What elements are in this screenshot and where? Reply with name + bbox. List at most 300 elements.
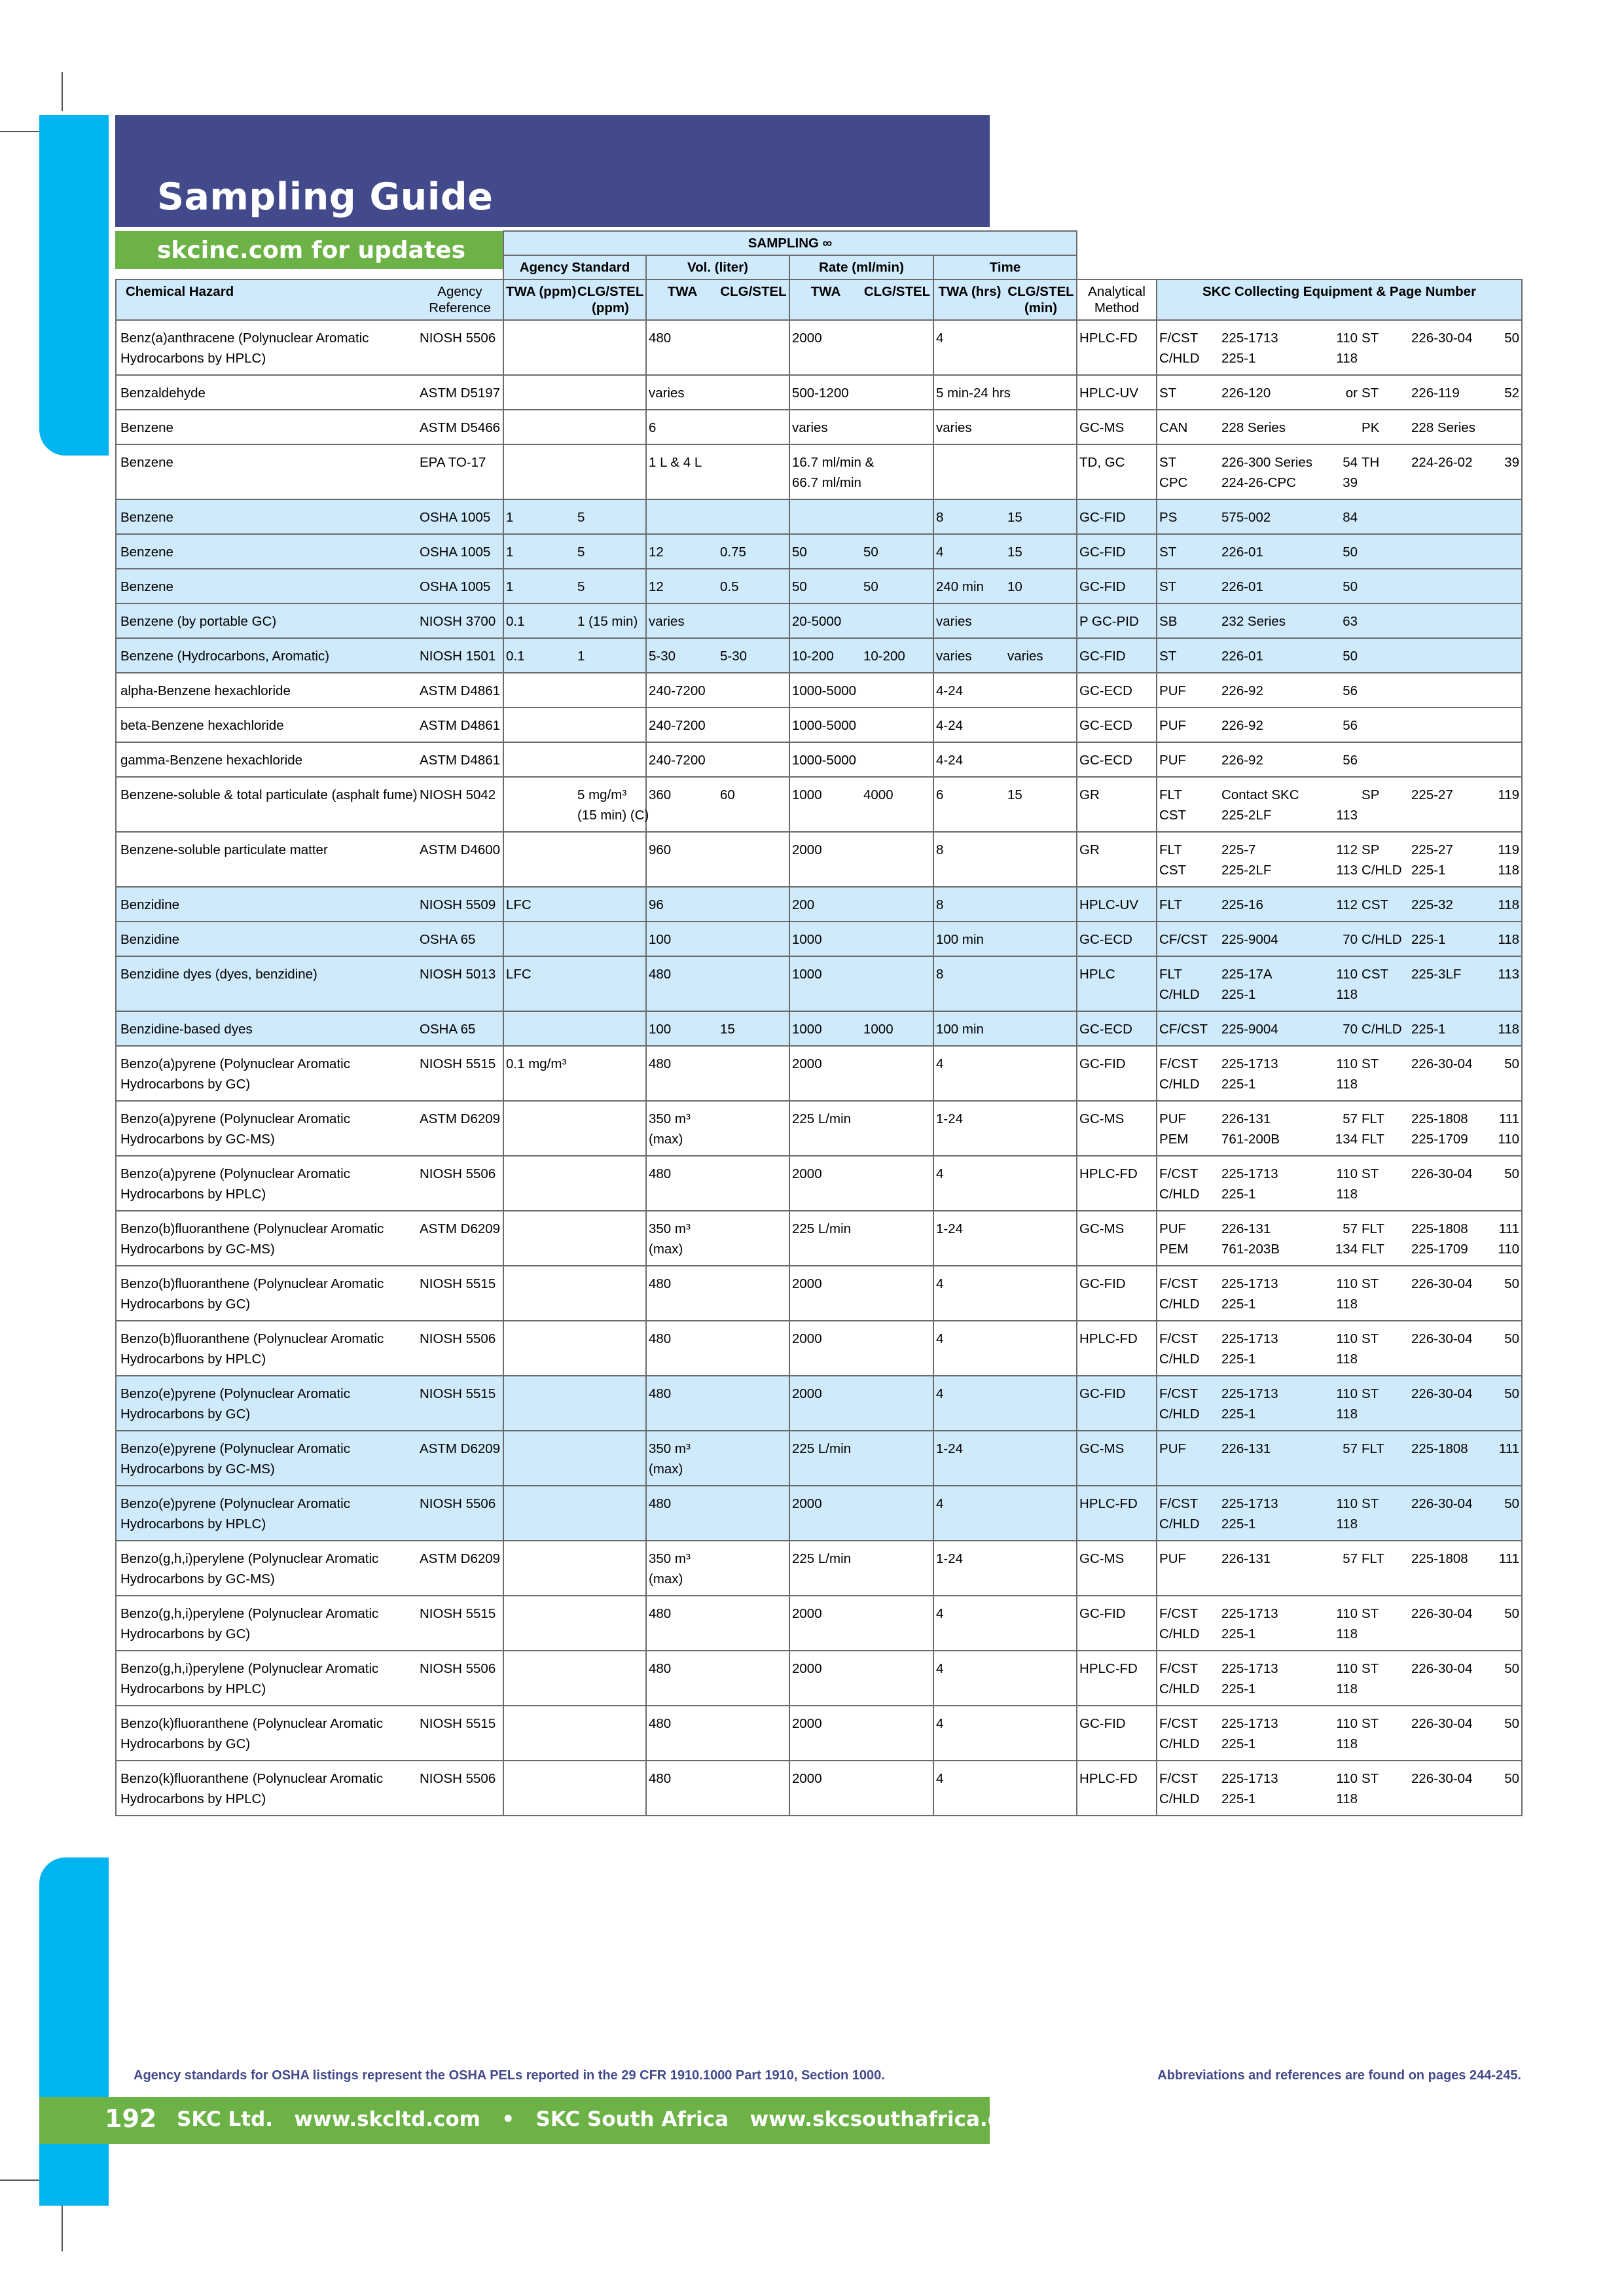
equip-code: CAN xyxy=(1159,420,1188,435)
analytical-method-cell: GC-ECD xyxy=(1077,708,1157,742)
equip-code-2 xyxy=(1362,1074,1407,1094)
time-twa-line: 240 min xyxy=(936,579,984,594)
twa-ppm-header: TWA (ppm) xyxy=(503,279,575,320)
agency-reference-cell: ASTM D4861 xyxy=(420,718,501,733)
equip-page-2: 119 xyxy=(1498,842,1520,857)
vol-twa-cell xyxy=(646,320,718,375)
footer-contact: SKC Ltd. www.skcltd.com • SKC South Africa www.skcsouthafrica.co.za xyxy=(177,2108,1047,2131)
time-clg-stel-cell xyxy=(1005,1541,1077,1596)
hazard-line: Benzene xyxy=(120,510,173,525)
equip-code-cell xyxy=(1157,499,1219,534)
analytical-method-cell: GC-FID xyxy=(1077,1706,1157,1761)
equip-part-2-cell xyxy=(1409,708,1480,742)
equip-part: 226-92 xyxy=(1221,753,1263,768)
equip-code: SB xyxy=(1159,614,1178,629)
rate-clg-stel-line: 50 xyxy=(863,579,878,594)
rate-clg-stel-cell xyxy=(861,444,933,499)
equipment-header: SKC Collecting Equipment & Page Number xyxy=(1157,279,1522,320)
rate-twa-cell xyxy=(789,638,861,673)
equip-page-cell xyxy=(1327,1486,1360,1541)
time-twa-line: 4 xyxy=(936,1386,944,1401)
rate-twa-line: 1000-5000 xyxy=(792,718,857,733)
equip-part-2-cell xyxy=(1409,1321,1480,1376)
vol-twa-cell xyxy=(646,1706,718,1761)
vol-clg-stel-cell xyxy=(718,1321,789,1376)
time-twa-line: 4-24 xyxy=(936,683,964,698)
equip-part-2-cell xyxy=(1409,1376,1480,1431)
hazard-line: Benzene xyxy=(120,420,173,435)
clg-stel-ppm-cell xyxy=(575,320,646,375)
equip-page-2: 110 xyxy=(1498,1242,1520,1257)
equip-part-2-cell xyxy=(1409,673,1480,708)
clg-stel-ppm-cell xyxy=(575,1266,646,1321)
equip-page-2 xyxy=(1482,1349,1519,1369)
clg-stel-ppm-line: 5 mg/m³ xyxy=(577,787,627,802)
vol-twa-line: (max) xyxy=(649,1132,683,1147)
rate-clg-stel-cell xyxy=(861,1046,933,1101)
rate-clg-stel-cell xyxy=(861,603,933,638)
rate-twa-cell xyxy=(789,1761,861,1816)
equip-page-2-cell xyxy=(1480,708,1522,742)
equip-code-2 xyxy=(1362,473,1407,493)
vol-twa-cell xyxy=(646,444,718,499)
rate-twa-line: 2000 xyxy=(792,1276,822,1291)
vol-clg-stel-header: CLG/STEL xyxy=(718,279,789,320)
twa-ppm-line: LFC xyxy=(506,897,532,912)
rate-twa-line: 2000 xyxy=(792,1386,822,1401)
equip-part: 225-1713 xyxy=(1221,1386,1278,1401)
twa-ppm-cell xyxy=(503,320,575,375)
twa-ppm-line: 1 xyxy=(506,510,514,525)
rate-twa-cell xyxy=(789,1211,861,1266)
equip-code-cell xyxy=(1157,742,1219,777)
vol-twa-cell xyxy=(646,742,718,777)
equip-page: 118 xyxy=(1336,1352,1358,1367)
vol-twa-line: 350 m³ xyxy=(649,1111,691,1126)
time-twa-cell xyxy=(933,1761,1005,1816)
rate-clg-stel-cell xyxy=(861,1651,933,1706)
hazard-line: Hydrocarbons by HPLC) xyxy=(120,351,266,366)
time-twa-cell xyxy=(933,534,1005,569)
clg-stel-ppm-cell xyxy=(575,499,646,534)
equip-part: 225-7 xyxy=(1221,842,1256,857)
table-row xyxy=(116,1266,1522,1321)
equip-part-2: 225-1808 xyxy=(1411,1551,1468,1566)
equip-part-2 xyxy=(1411,348,1478,368)
equip-code-cell xyxy=(1157,673,1219,708)
vol-twa-line: 12 xyxy=(649,579,664,594)
equip-page: 70 xyxy=(1343,1022,1358,1037)
equip-page: 39 xyxy=(1343,475,1358,490)
equip-code-2-cell xyxy=(1360,832,1409,887)
crop-mark xyxy=(0,2179,39,2181)
equip-code: CST xyxy=(1159,863,1187,878)
clg-stel-ppm-cell xyxy=(575,1321,646,1376)
rate-twa-cell xyxy=(789,1046,861,1101)
analytical-method-cell: HPLC-FD xyxy=(1077,1156,1157,1211)
equip-code-2-cell xyxy=(1360,1596,1409,1651)
equip-code-2 xyxy=(1362,681,1407,701)
vol-twa-cell xyxy=(646,638,718,673)
equip-page-cell xyxy=(1327,1011,1360,1046)
equip-code-2 xyxy=(1362,1679,1407,1699)
vol-twa-cell xyxy=(646,1376,718,1431)
equip-part: 225-1 xyxy=(1221,1791,1256,1806)
time-twa-cell xyxy=(933,742,1005,777)
vol-twa-line: 480 xyxy=(649,1716,672,1731)
clg-stel-ppm-cell xyxy=(575,1596,646,1651)
equip-page-2-cell xyxy=(1480,499,1522,534)
equip-page-cell xyxy=(1327,1651,1360,1706)
vol-twa-line: (max) xyxy=(649,1462,683,1477)
equip-page-2 xyxy=(1482,1184,1519,1204)
analytical-method-header: Analytical Method xyxy=(1077,279,1157,320)
update-link[interactable]: skcinc.com for updates xyxy=(157,237,466,264)
agency-reference-cell: NIOSH 5515 xyxy=(420,1276,496,1291)
equip-part-cell xyxy=(1219,887,1327,922)
equip-part: 226-131 xyxy=(1221,1441,1271,1456)
equip-code: C/HLD xyxy=(1159,1187,1200,1202)
equip-page-2: 39 xyxy=(1504,455,1520,470)
agency-reference-cell: NIOSH 5506 xyxy=(420,1496,496,1511)
equip-code: FLT xyxy=(1159,967,1182,982)
rate-twa-line: 2000 xyxy=(792,1166,822,1181)
time-clg-stel-cell xyxy=(1005,410,1077,444)
equip-page-2: 50 xyxy=(1504,1276,1520,1291)
time-clg-stel-cell xyxy=(1005,1706,1077,1761)
rate-clg-stel-cell xyxy=(861,1321,933,1376)
table-row xyxy=(116,956,1522,1011)
agency-reference-cell: ASTM D6209 xyxy=(420,1441,501,1456)
clg-stel-ppm-header: CLG/STEL (ppm) xyxy=(575,279,646,320)
equip-code: F/CST xyxy=(1159,1386,1199,1401)
hazard-cell xyxy=(116,410,417,444)
equip-code-cell xyxy=(1157,1651,1219,1706)
rate-twa-line: 1000-5000 xyxy=(792,683,857,698)
twa-ppm-cell xyxy=(503,1376,575,1431)
equip-code-cell xyxy=(1157,1156,1219,1211)
vol-twa-line: 480 xyxy=(649,1386,672,1401)
rate-twa-cell xyxy=(789,832,861,887)
table-row xyxy=(116,777,1522,832)
time-twa-cell xyxy=(933,956,1005,1011)
rate-twa-cell xyxy=(789,320,861,375)
equip-page-2 xyxy=(1482,1734,1519,1754)
equip-code-2: C/HLD xyxy=(1362,932,1402,947)
equip-part: 225-1 xyxy=(1221,1681,1256,1696)
equip-part-2 xyxy=(1411,750,1478,770)
rate-twa-cell xyxy=(789,444,875,499)
rate-clg-stel-line: 50 xyxy=(863,545,878,560)
clg-stel-ppm-cell xyxy=(575,922,646,956)
equip-part-2: 225-1 xyxy=(1411,1022,1446,1037)
rate-clg-stel-cell xyxy=(861,569,933,603)
equip-page: 50 xyxy=(1343,545,1358,560)
equip-page-cell xyxy=(1327,1321,1360,1376)
equip-code: PUF xyxy=(1159,718,1187,733)
vol-twa-cell xyxy=(646,1486,718,1541)
equip-part-cell xyxy=(1219,444,1327,499)
equip-code-2-cell xyxy=(1360,1156,1409,1211)
time-twa-line: 1-24 xyxy=(936,1441,964,1456)
equip-code: C/HLD xyxy=(1159,351,1200,366)
vol-twa-line: 360 xyxy=(649,787,672,802)
equip-code-2-cell xyxy=(1360,603,1409,638)
equip-code-2 xyxy=(1362,611,1407,632)
rate-clg-stel-cell xyxy=(861,832,933,887)
time-twa-cell xyxy=(933,1486,1005,1541)
rate-twa-line: 10-200 xyxy=(792,649,834,664)
time-clg-stel-line: 15 xyxy=(1007,510,1022,525)
equip-page: 118 xyxy=(1336,1407,1358,1422)
clg-stel-ppm-cell xyxy=(575,1541,646,1596)
vol-twa-cell xyxy=(646,1321,718,1376)
rate-twa-cell xyxy=(789,1156,861,1211)
vol-clg-stel-cell xyxy=(718,638,789,673)
equip-part: 225-9004 xyxy=(1221,1022,1278,1037)
vol-twa-cell xyxy=(646,534,718,569)
time-twa-cell xyxy=(933,832,1005,887)
time-clg-stel-cell xyxy=(1005,1101,1077,1156)
vol-clg-stel-line: 5-30 xyxy=(720,649,748,664)
rate-twa-line: 50 xyxy=(792,579,807,594)
rate-twa-line: 200 xyxy=(792,897,815,912)
twa-ppm-line: 0.1 mg/m³ xyxy=(506,1056,567,1071)
vol-clg-stel-cell xyxy=(718,777,789,832)
time-clg-stel-cell xyxy=(1005,1761,1077,1816)
equip-part-2 xyxy=(1411,577,1478,597)
equip-page-2 xyxy=(1482,577,1519,597)
equip-page-cell xyxy=(1327,922,1360,956)
vol-twa-line: 350 m³ xyxy=(649,1551,691,1566)
equip-code: CST xyxy=(1159,808,1187,823)
rate-twa-line: 225 L/min xyxy=(792,1551,852,1566)
equip-page-2-cell xyxy=(1480,638,1522,673)
equip-code-cell xyxy=(1157,375,1219,410)
equip-page: 57 xyxy=(1343,1551,1358,1566)
rate-header: Rate (ml/min) xyxy=(789,255,933,279)
time-twa-cell xyxy=(933,1651,1005,1706)
equip-page: 118 xyxy=(1336,987,1358,1002)
equip-code-2: ST xyxy=(1362,1386,1379,1401)
vol-clg-stel-cell xyxy=(718,673,789,708)
vol-clg-stel-cell xyxy=(718,742,789,777)
rate-twa-cell xyxy=(789,922,861,956)
equip-page-2 xyxy=(1482,715,1519,736)
time-clg-stel-cell xyxy=(1005,956,1077,1011)
hazard-line: beta-Benzene hexachloride xyxy=(120,718,284,733)
time-twa-line: 4-24 xyxy=(936,753,964,768)
equip-page-cell xyxy=(1327,1101,1360,1156)
time-twa-cell xyxy=(933,320,1005,375)
rate-twa-cell xyxy=(789,956,861,1011)
equip-part-2: 225-1 xyxy=(1411,863,1446,878)
equip-code: ST xyxy=(1159,545,1177,560)
time-clg-stel-cell xyxy=(1005,1211,1077,1266)
twa-ppm-line: 0.1 xyxy=(506,614,525,629)
equip-page-2 xyxy=(1482,1789,1519,1809)
clg-stel-ppm-cell xyxy=(575,887,646,922)
hazard-line: Benzene (Hydrocarbons, Aromatic) xyxy=(120,649,330,664)
equip-code: C/HLD xyxy=(1159,1626,1200,1641)
twa-ppm-line: LFC xyxy=(506,967,532,982)
analytical-method-cell: GC-FID xyxy=(1077,638,1157,673)
equip-part-2-cell xyxy=(1409,1541,1480,1596)
rate-twa-line: 2000 xyxy=(792,1716,822,1731)
vol-twa-line: 480 xyxy=(649,331,672,346)
time-twa-cell xyxy=(933,1431,1005,1486)
equip-page: 110 xyxy=(1336,1331,1358,1346)
hazard-cell xyxy=(116,673,417,708)
rate-twa-cell xyxy=(789,1651,861,1706)
equip-part: 226-92 xyxy=(1221,683,1263,698)
hazard-line: Benzo(g,h,i)perylene (Polynuclear Aromatic xyxy=(120,1551,379,1566)
rate-twa-cell xyxy=(789,1011,861,1046)
equip-code: FLT xyxy=(1159,897,1182,912)
vol-header: Vol. (liter) xyxy=(646,255,789,279)
rate-clg-stel-cell xyxy=(861,375,933,410)
equip-part-2 xyxy=(1411,1074,1478,1094)
analytical-method-cell: GC-ECD xyxy=(1077,673,1157,708)
vol-twa-cell xyxy=(646,1266,718,1321)
hazard-cell xyxy=(116,375,417,410)
agency-reference-cell: NIOSH 1501 xyxy=(420,649,496,664)
twa-ppm-cell xyxy=(503,1011,575,1046)
time-clg-stel-cell xyxy=(1005,1156,1077,1211)
clg-stel-ppm-cell xyxy=(575,1706,646,1761)
equip-page-2-cell xyxy=(1480,1376,1522,1431)
analytical-method-cell: HPLC-FD xyxy=(1077,1486,1157,1541)
hazard-cell xyxy=(116,887,417,922)
equip-page-2-cell xyxy=(1480,673,1522,708)
equip-code-2 xyxy=(1362,577,1407,597)
rate-clg-stel-cell xyxy=(861,922,933,956)
equip-code: F/CST xyxy=(1159,1331,1199,1346)
equip-code-2: C/HLD xyxy=(1362,1022,1402,1037)
table-row xyxy=(116,1376,1522,1431)
equip-part-2: 226-119 xyxy=(1411,386,1460,401)
equip-part-2-cell xyxy=(1409,1046,1480,1101)
agency-reference-cell: ASTM D6209 xyxy=(420,1551,501,1566)
time-twa-cell xyxy=(933,1321,1005,1376)
hazard-cell xyxy=(116,444,417,499)
vol-twa-line: 6 xyxy=(649,420,657,435)
vol-clg-stel-line: 0.5 xyxy=(720,579,739,594)
hazard-cell xyxy=(116,956,417,1011)
equip-part-2: 226-30-04 xyxy=(1411,1166,1473,1181)
analytical-method-cell: GR xyxy=(1077,777,1157,832)
equip-part: 225-16 xyxy=(1221,897,1263,912)
equip-part-2 xyxy=(1411,646,1478,666)
twa-ppm-cell xyxy=(503,1431,575,1486)
equip-page: 54 xyxy=(1343,455,1358,470)
table-row xyxy=(116,320,1522,375)
equip-page-cell xyxy=(1327,1211,1360,1266)
agency-reference-cell: NIOSH 5506 xyxy=(420,1166,496,1181)
rate-twa-cell xyxy=(789,777,861,832)
equip-code-2: TH xyxy=(1362,455,1380,470)
clg-stel-ppm-cell xyxy=(575,1211,646,1266)
clg-stel-ppm-line: 1 xyxy=(577,649,585,664)
equip-page-cell xyxy=(1327,742,1360,777)
equip-code: ST xyxy=(1159,649,1177,664)
rate-clg-stel-cell xyxy=(861,638,933,673)
equip-code-2: C/HLD xyxy=(1362,863,1402,878)
rate-clg-stel-cell xyxy=(861,1011,933,1046)
equip-code-2: ST xyxy=(1362,1606,1379,1621)
equip-page-2: 111 xyxy=(1498,1221,1520,1236)
time-clg-stel-cell xyxy=(1005,569,1077,603)
analytical-method-cell: HPLC-FD xyxy=(1077,320,1157,375)
vol-twa-line: 480 xyxy=(649,1331,672,1346)
equip-code-2 xyxy=(1362,1734,1407,1754)
equip-code: FLT xyxy=(1159,787,1182,802)
agency-standard-header: Agency Standard xyxy=(503,255,646,279)
equip-part-cell xyxy=(1219,638,1327,673)
hazard-cell xyxy=(116,1376,417,1431)
equip-code-2-cell xyxy=(1360,708,1409,742)
agency-reference-cell: OSHA 65 xyxy=(420,932,476,947)
equip-page-2-cell xyxy=(1480,444,1522,499)
equip-page: 118 xyxy=(1336,1077,1358,1092)
equip-part: 225-17A xyxy=(1221,967,1272,982)
equip-page-2: 50 xyxy=(1504,331,1520,346)
rate-clg-stel-cell xyxy=(861,673,933,708)
hazard-line: Benzo(a)pyrene (Polynuclear Aromatic xyxy=(120,1111,350,1126)
hazard-cell xyxy=(116,638,417,673)
equip-page-cell xyxy=(1327,444,1360,499)
equip-page: 57 xyxy=(1343,1221,1358,1236)
equip-page: 112 xyxy=(1336,897,1358,912)
equip-code-cell xyxy=(1157,320,1219,375)
equip-part-2 xyxy=(1411,611,1478,632)
equip-page-2-cell xyxy=(1480,375,1522,410)
equip-code-cell xyxy=(1157,603,1219,638)
equip-page-2: 50 xyxy=(1504,1661,1520,1676)
vol-twa-line: 240-7200 xyxy=(649,718,706,733)
analytical-method-cell: GC-FID xyxy=(1077,1376,1157,1431)
equip-code-2-cell xyxy=(1360,777,1409,832)
vol-twa-line: 480 xyxy=(649,1056,672,1071)
clg-stel-ppm-cell xyxy=(575,569,646,603)
equip-page-2-cell xyxy=(1480,1211,1522,1266)
equip-part-2-cell xyxy=(1409,777,1480,832)
equip-part: 226-300 Series xyxy=(1221,455,1313,470)
equip-part-2-cell xyxy=(1409,569,1480,603)
equip-part-cell xyxy=(1219,603,1327,638)
equip-part: 225-1 xyxy=(1221,1736,1256,1751)
vol-twa-line: 480 xyxy=(649,1661,672,1676)
vol-clg-stel-cell xyxy=(718,887,789,922)
equip-page-2-cell xyxy=(1480,1156,1522,1211)
twa-ppm-cell xyxy=(503,1486,575,1541)
agency-reference-cell: NIOSH 5506 xyxy=(420,331,496,346)
table-row xyxy=(116,375,1522,410)
equip-part: 225-1 xyxy=(1221,1626,1256,1641)
vol-twa-cell xyxy=(646,956,718,1011)
equip-part-2: 226-30-04 xyxy=(1411,331,1473,346)
equip-page-2: 50 xyxy=(1504,1606,1520,1621)
hazard-line: Benzo(e)pyrene (Polynuclear Aromatic xyxy=(120,1386,350,1401)
equip-code-cell xyxy=(1157,534,1219,569)
clg-stel-ppm-cell xyxy=(575,708,646,742)
equip-page-2: 50 xyxy=(1504,1056,1520,1071)
vol-twa-line: 480 xyxy=(649,1496,672,1511)
time-twa-cell xyxy=(933,444,1005,499)
equip-part: 225-1 xyxy=(1221,1352,1256,1367)
equip-code: PUF xyxy=(1159,1111,1187,1126)
equip-part-2-cell xyxy=(1409,887,1480,922)
